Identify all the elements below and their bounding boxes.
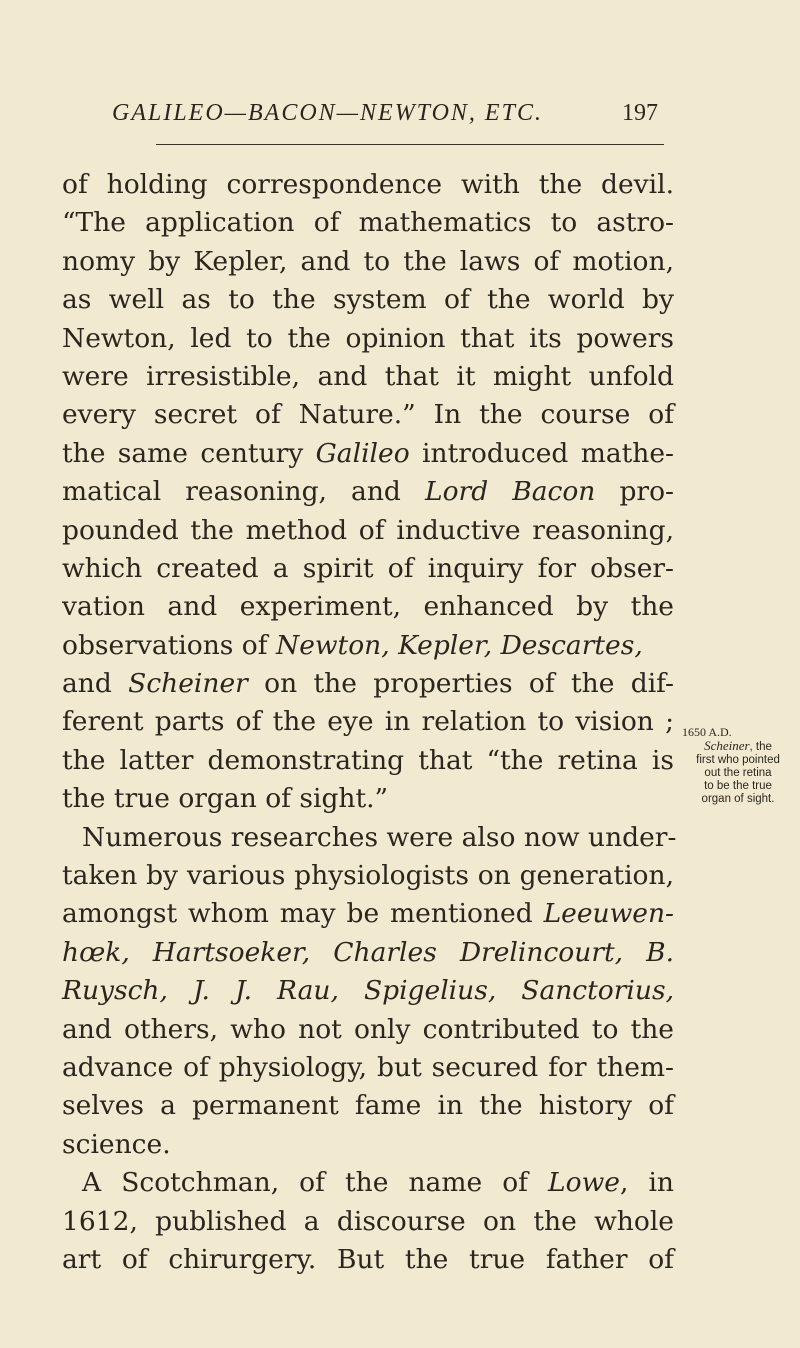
text-line: Ruysch, J. J. Rau, Spigelius, Sanctorius,: [62, 975, 674, 1007]
header-rule: [156, 144, 664, 145]
text-line: taken by various physiologists on generation,: [62, 860, 674, 892]
margin-note: [682, 726, 794, 806]
text-line: the latter demonstrating that “the retina is: [62, 744, 674, 776]
text-line: vation and experiment, enhanced by the: [62, 591, 674, 623]
text-line: selves a permanent fame in the history of: [62, 1090, 674, 1122]
text-line: every secret of Nature.” In the course of: [62, 399, 674, 431]
margin-note-line: organ of sight.: [701, 793, 775, 805]
text-line: A Scotchman, of the name of Lowe, in: [82, 1167, 674, 1199]
text-line: as well as to the system of the world by: [62, 284, 674, 316]
page-number: 197: [622, 100, 658, 126]
text-line: which created a spirit of inquiry for obser-: [62, 552, 674, 584]
text-line: pounded the method of inductive reasoning,: [62, 514, 674, 546]
text-line: hœk, Hartsoeker, Charles Drelincourt, B.: [62, 936, 674, 968]
text-line: and others, who not only contributed to the: [62, 1013, 674, 1045]
text-line: nomy by Kepler, and to the laws of motion,: [62, 245, 674, 277]
text-line: ferent parts of the eye in relation to vision ;: [62, 706, 674, 738]
margin-note-line: first who pointed: [696, 754, 780, 766]
text-line: matical reasoning, and Lord Bacon pro-: [62, 476, 675, 508]
text-line: and Scheiner on the properties of the dif-: [62, 668, 674, 700]
text-line: 1612, published a discourse on the whole: [62, 1205, 674, 1237]
text-line: art of chirurgery. But the true father of: [62, 1243, 674, 1275]
margin-note-line: to be the true: [704, 780, 772, 792]
text-line: “The application of mathematics to astro-: [62, 207, 674, 239]
text-line: observations of Newton, Kepler, Descartes,: [62, 629, 643, 661]
text-line: Newton, led to the opinion that its powers: [62, 322, 674, 354]
text-line: the true organ of sight.”: [62, 783, 389, 815]
running-head: GALILEO—BACON—NEWTON, ETC.: [112, 100, 543, 126]
text-line: science.: [62, 1128, 171, 1160]
text-line: advance of physiology, but secured for them-: [62, 1051, 674, 1083]
margin-note-year: 1650 A.D.: [682, 725, 732, 739]
page-header: [112, 96, 660, 136]
margin-note-line: Scheiner, the: [704, 738, 772, 753]
text-line: Numerous researches were also now under-: [82, 821, 677, 853]
body-text: [62, 166, 677, 1279]
text-line: the same century Galileo introduced mathe-: [62, 437, 675, 469]
text-line: amongst whom may be mentioned Leeuwen-: [62, 898, 674, 930]
text-line: were irresistible, and that it might unfold: [62, 360, 674, 392]
text-line: of holding correspondence with the devil.: [62, 169, 674, 200]
margin-note-line: out the retina: [704, 767, 772, 779]
